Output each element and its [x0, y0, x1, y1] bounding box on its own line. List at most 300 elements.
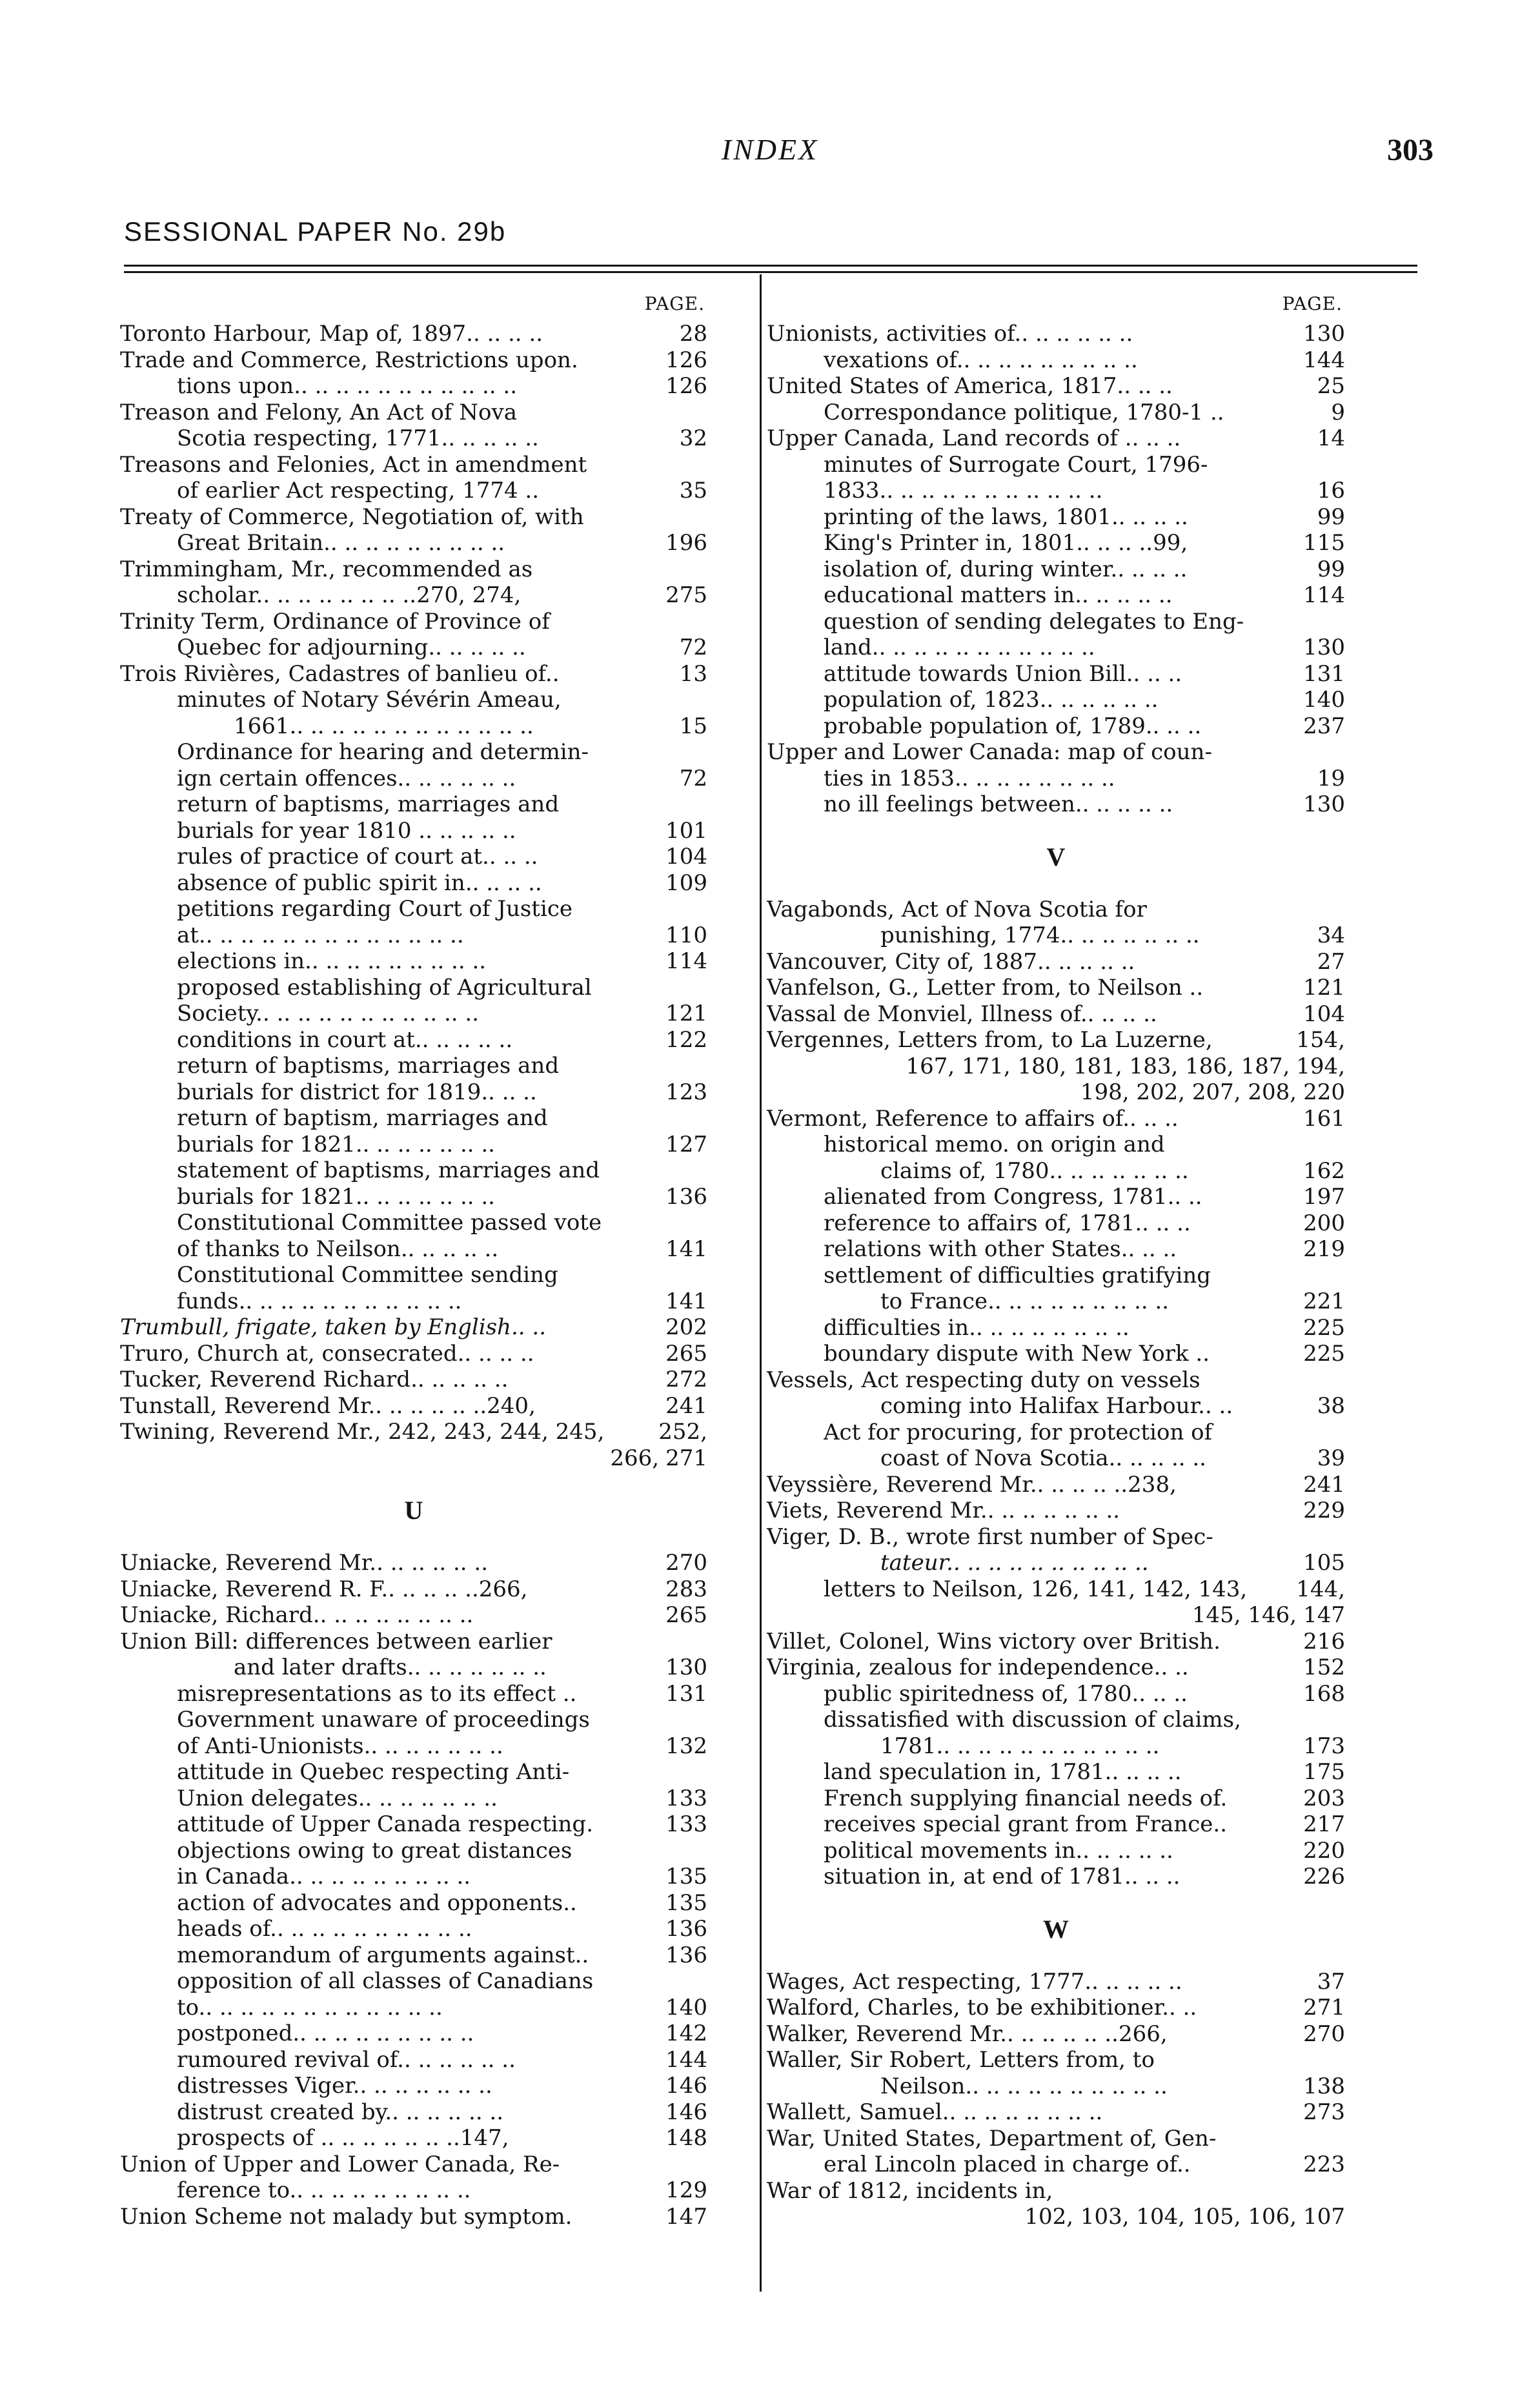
- index-entry: [767, 425, 1345, 452]
- entry-text: statement of baptisms, marriages and: [177, 1157, 600, 1183]
- entry-text: Wages, Act respecting, 1777.. .. .. .. ..: [767, 1968, 1182, 1995]
- entry-text: dissatisfied with discussion of claims,: [824, 1707, 1241, 1733]
- entry-text: postponed.. .. .. .. .. .. .. .. ..: [177, 2020, 474, 2046]
- entry-text: Upper and Lower Canada: map of coun-: [767, 739, 1212, 765]
- entry-page-number: 237: [1303, 713, 1345, 739]
- index-entry: [120, 1053, 707, 1079]
- entry-text: Vassal de Monviel, Illness of.. .. .. ..: [767, 1001, 1157, 1027]
- entry-text: isolation of, during winter.. .. .. ..: [824, 556, 1188, 582]
- entry-text: petitions regarding Court of Justice: [177, 896, 572, 922]
- entry-text: receives special grant from France..: [824, 1811, 1227, 1837]
- index-entry: [767, 1132, 1345, 1158]
- entry-text: population of, 1823.. .. .. .. .. ..: [824, 687, 1159, 713]
- header-rule-bottom: [124, 271, 1417, 273]
- entry-page-number: 219: [1303, 1236, 1345, 1262]
- index-entry: [767, 400, 1345, 426]
- index-entry: [120, 1576, 707, 1603]
- entry-page-number: 13: [679, 660, 707, 687]
- entry-text: absence of public spirit in.. .. .. ..: [177, 870, 542, 896]
- entry-text: in Canada.. .. .. .. .. .. .. .. ..: [177, 1864, 471, 1889]
- entry-text: Act for procuring, for protection of: [824, 1419, 1213, 1445]
- index-entry: [120, 1654, 707, 1681]
- entry-page-number: 114: [1303, 582, 1345, 608]
- entry-text: Union delegates.. .. .. .. .. .. ..: [177, 1785, 498, 1811]
- entry-page-number: 38: [1317, 1393, 1345, 1419]
- index-entry: [120, 400, 707, 426]
- index-entry: [120, 347, 707, 374]
- entry-page-number: 16: [1317, 478, 1345, 504]
- index-entry: [767, 1420, 1345, 1446]
- index-entry: [767, 2152, 1345, 2178]
- entry-text: coast of Nova Scotia.. .. .. .. ..: [880, 1445, 1206, 1471]
- entry-text: settlement of difficulties gratifying: [824, 1262, 1211, 1288]
- entry-page-number: 168: [1303, 1680, 1345, 1707]
- index-entry: [120, 922, 707, 949]
- entry-text: proposed establishing of Agricultural: [177, 974, 592, 1001]
- index-entry: [120, 661, 707, 687]
- entry-text: attitude of Upper Canada respecting.: [177, 1811, 594, 1837]
- entry-page-number: 283: [665, 1576, 707, 1602]
- entry-page-number: 136: [665, 1183, 707, 1210]
- entry-text: ties in 1853.. .. .. .. .. .. .. ..: [824, 765, 1115, 791]
- index-entry: [767, 478, 1345, 504]
- entry-text: action of advocates and opponents..: [177, 1889, 577, 1916]
- entry-text: Constitutional Committee sending: [177, 1262, 558, 1288]
- entry-page-number: 32: [679, 425, 707, 451]
- entry-text: Vermont, Reference to affairs of.. .. ..: [767, 1105, 1179, 1132]
- entry-text: coming into Halifax Harbour.. ..: [880, 1393, 1233, 1419]
- entry-text: Scotia respecting, 1771.. .. .. .. ..: [177, 425, 539, 451]
- entry-text: tions upon.. .. .. .. .. .. .. .. .. .. ..: [177, 373, 518, 399]
- entry-text: minutes of Surrogate Court, 1796-: [824, 451, 1208, 478]
- index-entry: [767, 1106, 1345, 1132]
- entry-text: opposition of all classes of Canadians: [177, 1968, 594, 1994]
- entry-text: historical memo. on origin and: [824, 1132, 1165, 1157]
- index-entry: [767, 2099, 1345, 2126]
- page-number: 303: [1387, 133, 1434, 167]
- entry-text: Waller, Sir Robert, Letters from, to: [767, 2047, 1155, 2073]
- entry-page-number: 197: [1303, 1184, 1345, 1210]
- entry-page-number: 223: [1303, 2152, 1345, 2177]
- index-entry: [120, 2125, 707, 2152]
- index-entry: [120, 1786, 707, 1812]
- entry-page-number: 226: [1303, 1864, 1345, 1889]
- index-entry: [767, 1027, 1345, 1053]
- entry-text: Uniacke, Richard.. .. .. .. .. .. .. ..: [120, 1602, 474, 1628]
- entry-page-number: 162: [1303, 1157, 1345, 1184]
- index-entry: [767, 1576, 1345, 1603]
- entry-text: Upper Canada, Land records of .. .. ..: [767, 425, 1181, 451]
- entry-text: boundary dispute with New York ..: [824, 1341, 1210, 1367]
- index-entry: [120, 1027, 707, 1053]
- index-entry: [120, 1419, 707, 1445]
- entry-text: Ordinance for hearing and determin-: [177, 739, 589, 765]
- index-entry: [767, 1550, 1345, 1576]
- entry-page-number: 229: [1303, 1498, 1345, 1523]
- index-entry: [767, 922, 1345, 949]
- index-entry: [120, 1210, 707, 1236]
- entry-page-number: 9: [1331, 399, 1345, 425]
- entry-page-number: 265: [665, 1602, 707, 1628]
- index-entry: [120, 478, 707, 504]
- entry-text: vexations of.. .. .. .. .. .. .. .. ..: [824, 347, 1138, 373]
- entry-page-number: 252,: [658, 1419, 707, 1445]
- entry-text: Vancouver, City of, 1887.. .. .. .. ..: [767, 948, 1135, 975]
- index-entry: [767, 2126, 1345, 2152]
- entry-text: at.. .. .. .. .. .. .. .. .. .. .. .. ..: [177, 922, 464, 948]
- index-entry: [767, 1602, 1345, 1629]
- entry-page-number: 110: [665, 922, 707, 948]
- entry-text: 1833.. .. .. .. .. .. .. .. .. .. ..: [824, 478, 1103, 504]
- entry-text: claims of, 1780.. .. .. .. .. .. ..: [880, 1157, 1189, 1184]
- column-divider: [760, 274, 762, 2292]
- index-entry: [120, 1890, 707, 1917]
- entry-text: tateur.. .. .. .. .. .. .. .. .. ..: [880, 1550, 1149, 1576]
- entry-page-number: 140: [665, 1994, 707, 2020]
- entry-text: probable population of, 1789.. .. ..: [824, 713, 1202, 739]
- index-entry: [120, 452, 707, 478]
- entry-text: situation in, at end of 1781.. .. ..: [824, 1864, 1180, 1889]
- index-entry: [767, 635, 1345, 661]
- index-entry: [767, 975, 1345, 1001]
- index-entry: [120, 2152, 707, 2178]
- entry-page-number: 175: [1303, 1759, 1345, 1785]
- index-entry: [120, 1001, 707, 1027]
- entry-text: 1781.. .. .. .. .. .. .. .. .. .. ..: [880, 1733, 1160, 1759]
- index-entry: [120, 791, 707, 818]
- entry-text: memorandum of arguments against..: [177, 1942, 589, 1968]
- entry-text: Constitutional Committee passed vote: [177, 1210, 602, 1236]
- entry-text: alienated from Congress, 1781.. ..: [824, 1184, 1202, 1210]
- index-entry: [120, 321, 707, 347]
- section-letter: W: [1043, 1914, 1069, 1944]
- entry-page-number: 109: [665, 870, 707, 896]
- entry-text: distresses Viger.. .. .. .. .. .. ..: [177, 2073, 492, 2099]
- entry-page-number: 200: [1303, 1210, 1345, 1236]
- entry-text: Walford, Charles, to be exhibitioner.. ..: [767, 1995, 1197, 2020]
- index-entry: [767, 1864, 1345, 1890]
- entry-text: 266,: [610, 1445, 660, 1471]
- index-entry: [120, 556, 707, 583]
- page-title: INDEX: [721, 133, 819, 166]
- entry-text: objections owing to great distances: [177, 1837, 572, 1864]
- entry-text: and later drafts.. .. .. .. .. .. ..: [234, 1654, 547, 1680]
- entry-page-number: 123: [665, 1079, 707, 1105]
- entry-text: elections in.. .. .. .. .. .. .. .. ..: [177, 948, 487, 974]
- index-entry: [120, 2047, 707, 2073]
- entry-text: Vagabonds, Act of Nova Scotia for: [767, 896, 1147, 922]
- index-entry: [767, 1341, 1345, 1367]
- index-entry: [767, 713, 1345, 740]
- entry-text: Veyssière, Reverend Mr.. .. .. .. ..238,: [767, 1471, 1177, 1498]
- entry-page-number: 130: [1303, 321, 1345, 347]
- entry-text: Vanfelson, G., Letter from, to Neilson ..: [767, 975, 1204, 1001]
- entry-text: return of baptisms, marriages and: [177, 1053, 560, 1079]
- entry-page-number: 270: [1303, 2020, 1345, 2047]
- entry-page-number: 126: [665, 373, 707, 399]
- entry-page-number: 114: [665, 948, 707, 974]
- entry-page-number: 131: [665, 1680, 707, 1707]
- entry-page-number: 272: [665, 1367, 707, 1392]
- section-letter: V: [1046, 842, 1066, 871]
- entry-text: Tucker, Reverend Richard.. .. .. .. ..: [120, 1367, 509, 1392]
- entry-page-number: 99: [1317, 504, 1345, 530]
- entry-text: relations with other States.. .. ..: [824, 1236, 1177, 1262]
- index-entry: [120, 1550, 707, 1576]
- index-entry: [120, 2099, 707, 2126]
- index-entry: [120, 1681, 707, 1707]
- entry-page-number: 25: [1317, 373, 1345, 399]
- entry-text: printing of the laws, 1801.. .. .. ..: [824, 504, 1188, 530]
- entry-page-number: 273: [1303, 2099, 1345, 2125]
- entry-page-number: 14: [1317, 425, 1345, 451]
- entry-page-number: 144: [665, 2046, 707, 2073]
- entry-text: Wallett, Samuel.. .. .. .. .. .. .. ..: [767, 2099, 1103, 2125]
- entry-page-number: 15: [679, 713, 707, 739]
- entry-text: ference to.. .. .. .. .. .. .. .. ..: [177, 2177, 471, 2203]
- index-entry: [120, 530, 707, 556]
- entry-page-number: 122: [665, 1026, 707, 1053]
- entry-page-number: 270: [665, 1550, 707, 1576]
- entry-text: return of baptisms, marriages and: [177, 791, 560, 817]
- index-entry: [120, 1733, 707, 1760]
- index-entry: [767, 2047, 1345, 2073]
- entry-page-number: 39: [1317, 1445, 1345, 1471]
- entry-page-number: 147: [665, 2203, 707, 2230]
- entry-text: Truro, Church at, consecrated.. .. .. ..: [120, 1340, 534, 1367]
- index-entry: [767, 1681, 1345, 1707]
- index-entry: [120, 1314, 707, 1341]
- index-entry: [767, 687, 1345, 713]
- index-entry: [767, 1079, 1345, 1106]
- index-entry: [120, 2177, 707, 2204]
- index-entry: [120, 1942, 707, 1969]
- index-entry: [120, 635, 707, 661]
- entry-page-number: 104: [1303, 1001, 1345, 1027]
- index-entry: [767, 1498, 1345, 1524]
- index-entry: [120, 373, 707, 400]
- entry-page-number: 203: [1303, 1785, 1345, 1811]
- index-entry: [767, 1786, 1345, 1812]
- entry-text: burials for 1821.. .. .. .. .. .. ..: [177, 1131, 495, 1157]
- entry-page-number: 121: [1303, 975, 1345, 1001]
- entry-text: War, United States, Department of, Gen-: [767, 2125, 1217, 2152]
- entry-text: Trinity Term, Ordinance of Province of: [120, 608, 550, 635]
- entry-text: Neilson.. .. .. .. .. .. .. .. .. ..: [880, 2073, 1168, 2099]
- index-entry: [767, 556, 1345, 583]
- entry-page-number: 144: [1303, 347, 1345, 373]
- entry-page-number: 194,: [1296, 1053, 1345, 1079]
- index-entry: [120, 1707, 707, 1733]
- entry-text: no ill feelings between.. .. .. .. ..: [824, 791, 1173, 817]
- index-entry: [120, 1262, 707, 1288]
- entry-page-number: 271: [1303, 1995, 1345, 2020]
- entry-page-number: 72: [679, 635, 707, 660]
- entry-text: punishing, 1774.. .. .. .. .. .. ..: [880, 922, 1200, 948]
- entry-page-number: 140: [1303, 687, 1345, 713]
- entry-text: French supplying financial needs of.: [824, 1785, 1228, 1811]
- index-entry: [767, 661, 1345, 687]
- entry-text: Correspondance politique, 1780-1 ..: [824, 399, 1224, 425]
- entry-text: question of sending delegates to Eng-: [824, 608, 1244, 635]
- index-entry: [120, 1864, 707, 1890]
- entry-page-number: 146: [665, 2073, 707, 2099]
- index-column-left: [120, 287, 707, 2230]
- sessional-paper-label: SESSIONAL PAPER No. 29b: [124, 216, 507, 247]
- index-entry: [767, 766, 1345, 792]
- page-column-heading: PAGE.: [1282, 293, 1342, 314]
- entry-text: return of baptism, marriages and: [177, 1105, 548, 1131]
- entry-text: Tunstall, Reverend Mr.. .. .. .. .. ..240,: [120, 1392, 536, 1419]
- entry-text: Trimmingham, Mr., recommended as: [120, 556, 533, 582]
- entry-page-number: 28: [679, 321, 707, 347]
- index-entry: [120, 1968, 707, 1995]
- entry-text: United States of America, 1817.. .. ..: [767, 373, 1173, 399]
- index-entry: [767, 2178, 1345, 2204]
- index-entry: [120, 1995, 707, 2021]
- entry-text: prospects of .. .. .. .. .. .. ..147,: [177, 2125, 509, 2151]
- entry-text: conditions in court at.. .. .. .. ..: [177, 1026, 513, 1053]
- header-rule-top: [124, 265, 1417, 267]
- index-entry: [767, 1811, 1345, 1838]
- entry-page-number: 135: [665, 1889, 707, 1916]
- entry-page-number: 34: [1317, 922, 1345, 948]
- entry-page-number: 136: [665, 1942, 707, 1968]
- entry-text: land.. .. .. .. .. .. .. .. .. .. ..: [824, 635, 1095, 660]
- entry-text: misrepresentations as to its effect ..: [177, 1680, 577, 1707]
- index-entry: [767, 897, 1345, 923]
- entry-page-number: 148: [665, 2125, 707, 2151]
- entry-text: funds.. .. .. .. .. .. .. .. .. .. ..: [177, 1288, 462, 1314]
- index-column-right: [767, 287, 1345, 2230]
- entry-page-number: 221: [1303, 1288, 1345, 1314]
- index-entry: [767, 1524, 1345, 1551]
- entry-page-number: 132: [665, 1733, 707, 1759]
- index-entry: [120, 818, 707, 844]
- index-entry: [767, 1995, 1345, 2021]
- entry-text: of earlier Act respecting, 1774 ..: [177, 478, 540, 504]
- index-entry: [120, 1759, 707, 1786]
- index-entry: [767, 1053, 1345, 1080]
- index-entry: [120, 1811, 707, 1838]
- entry-page-number: 220: [1303, 1837, 1345, 1864]
- entry-text: King's Printer in, 1801.. .. .. ..99,: [824, 530, 1188, 556]
- entry-text: Unionists, activities of.. .. .. .. .. ..: [767, 321, 1133, 347]
- index-entry: [120, 425, 707, 452]
- entry-page-number: 107: [1303, 2204, 1345, 2230]
- index-entry: [120, 1079, 707, 1106]
- index-entry: [120, 1629, 707, 1655]
- entry-page-number: 115: [1303, 530, 1345, 556]
- index-entry: [767, 1838, 1345, 1864]
- index-entry: [120, 1132, 707, 1158]
- entry-text: 167, 171, 180, 181, 183, 186, 187,: [906, 1053, 1290, 1079]
- entry-text: Villet, Colonel, Wins victory over British.: [767, 1628, 1221, 1654]
- entry-page-number: 154,: [1296, 1027, 1345, 1053]
- index-entry: [120, 1393, 707, 1420]
- index-entry: [767, 1184, 1345, 1210]
- entry-page-number: 136: [665, 1916, 707, 1942]
- entry-page-number: 196: [665, 530, 707, 556]
- entry-page-number: 147: [1303, 1602, 1345, 1628]
- index-entry: [767, 2073, 1345, 2100]
- entry-text: 1661.. .. .. .. .. .. .. .. .. .. .. ..: [234, 713, 534, 739]
- entry-text: Society.. .. .. .. .. .. .. .. .. .. ..: [177, 1001, 479, 1026]
- entry-page-number: 130: [1303, 635, 1345, 660]
- entry-text: Quebec for adjourning.. .. .. .. ..: [177, 635, 526, 660]
- index-entry: [120, 2073, 707, 2099]
- entry-page-number: 216: [1303, 1628, 1345, 1654]
- entry-page-number: 161: [1303, 1105, 1345, 1132]
- index-entry: [767, 1445, 1345, 1472]
- entry-text: Treasons and Felonies, Act in amendment: [120, 451, 587, 478]
- entry-page-number: 127: [665, 1131, 707, 1157]
- entry-page-number: 130: [1303, 791, 1345, 817]
- page-column-heading: PAGE.: [644, 293, 705, 314]
- index-entry: [120, 582, 707, 609]
- index-entry: [767, 1759, 1345, 1786]
- index-entry: [120, 1288, 707, 1315]
- entry-text: Viger, D. B., wrote first number of Spec-: [767, 1523, 1213, 1550]
- entry-page-number: 121: [665, 1001, 707, 1026]
- index-entry: [120, 1916, 707, 1942]
- index-entry: [120, 2204, 707, 2230]
- entry-text: Union of Upper and Lower Canada, Re-: [120, 2151, 560, 2177]
- entry-page-number: 265: [665, 1340, 707, 1367]
- index-entry: [120, 1838, 707, 1864]
- section-letter: U: [404, 1496, 423, 1525]
- entry-text: 145, 146,: [1191, 1602, 1297, 1628]
- index-entry: [767, 791, 1345, 818]
- entry-text: Virginia, zealous for independence.. ..: [767, 1654, 1189, 1680]
- entry-page-number: 133: [665, 1811, 707, 1837]
- entry-page-number: 101: [665, 817, 707, 844]
- index-entry: [767, 2204, 1345, 2230]
- index-entry: [120, 948, 707, 975]
- entry-text: Viets, Reverend Mr.. .. .. .. .. .. ..: [767, 1498, 1120, 1523]
- index-entry: [767, 1733, 1345, 1760]
- entry-text: of thanks to Neilson.. .. .. .. ..: [177, 1236, 499, 1262]
- index-entry: [767, 949, 1345, 975]
- index-entry: [767, 1210, 1345, 1237]
- entry-page-number: 129: [665, 2177, 707, 2203]
- index-entry: [767, 530, 1345, 556]
- entry-text: Government unaware of proceedings: [177, 1707, 590, 1733]
- index-entry: [120, 766, 707, 792]
- entry-text: 198, 202, 207, 208,: [1080, 1079, 1297, 1105]
- index-entry: [120, 504, 707, 531]
- entry-text: to.. .. .. .. .. .. .. .. .. .. .. ..: [177, 1994, 443, 2020]
- index-entry: [767, 1969, 1345, 1995]
- index-entry: [767, 1001, 1345, 1028]
- entry-text: burials for 1821.. .. .. .. .. .. ..: [177, 1183, 495, 1210]
- entry-page-number: 104: [665, 844, 707, 870]
- entry-text: Twining, Reverend Mr., 242, 243, 244, 245,: [120, 1419, 605, 1445]
- entry-page-number: 72: [679, 765, 707, 791]
- entry-page-number: 130: [665, 1654, 707, 1680]
- entry-text: Walker, Reverend Mr.. .. .. .. .. ..266,: [767, 2020, 1168, 2047]
- entry-text: Trade and Commerce, Restrictions upon.: [120, 347, 578, 373]
- index-entry: [767, 609, 1345, 635]
- entry-text: political movements in.. .. .. .. ..: [824, 1837, 1173, 1864]
- entry-text: Toronto Harbour, Map of, 1897.. .. .. ..: [120, 321, 543, 347]
- entry-page-number: 35: [679, 478, 707, 504]
- entry-page-number: 271: [665, 1445, 707, 1471]
- index-entry: [767, 582, 1345, 609]
- entry-text: Uniacke, Reverend R. F.. .. .. .. ..266,: [120, 1576, 528, 1602]
- index-entry: [767, 1263, 1345, 1289]
- entry-text: Union Scheme not malady but symptom.: [120, 2203, 572, 2230]
